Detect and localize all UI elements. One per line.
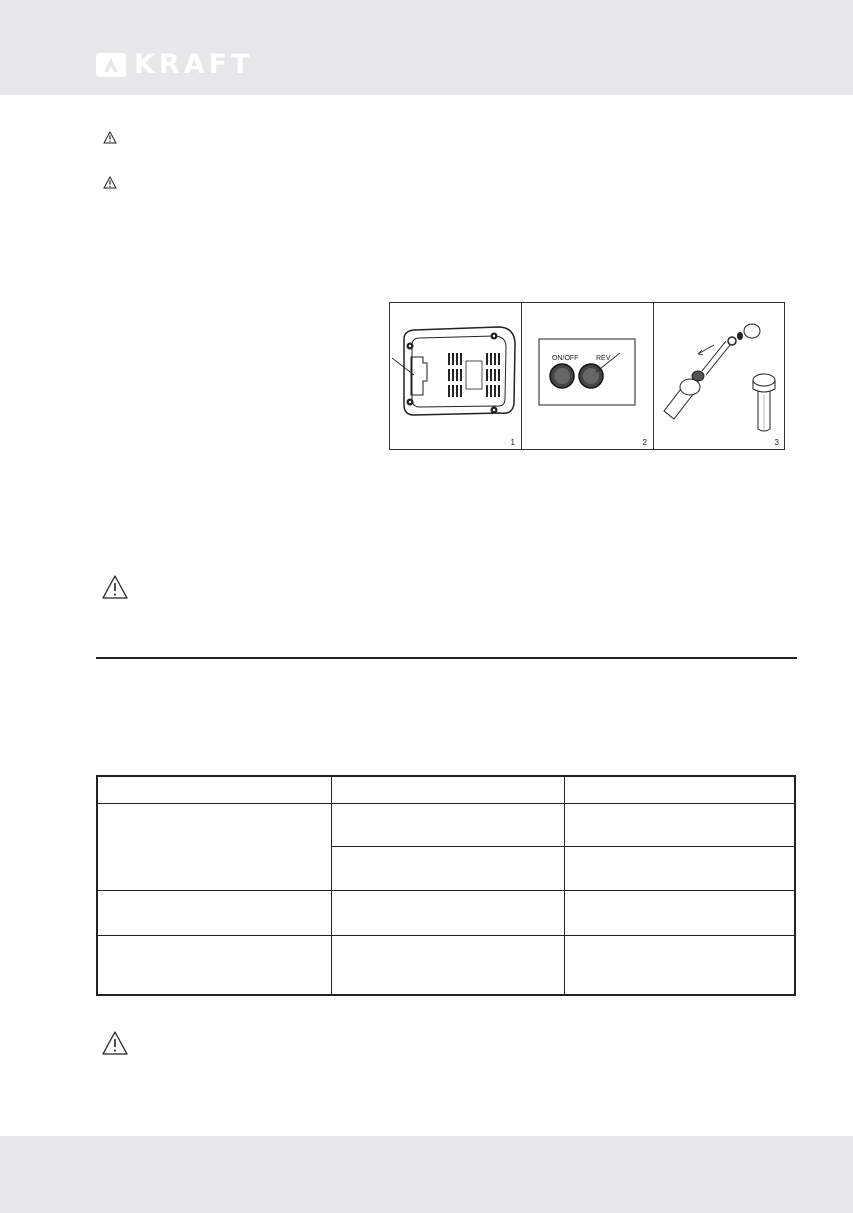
warning-triangle-icon <box>103 176 117 194</box>
table-cell <box>332 891 565 936</box>
brand-name: KRAFT <box>134 49 254 80</box>
table-cell <box>565 804 796 847</box>
page-footer <box>0 1136 853 1213</box>
rev-button-label: REV <box>596 355 611 362</box>
section-divider <box>96 657 797 659</box>
table-header-cell <box>332 776 565 804</box>
table-cell <box>97 804 332 891</box>
table-cell <box>565 936 796 995</box>
table-header-cell <box>97 776 332 804</box>
panel-number: 2 <box>642 438 647 447</box>
figure-panel-3 <box>654 303 785 449</box>
warning-triangle-icon <box>101 574 129 605</box>
table-row <box>97 804 795 847</box>
instruction-figure <box>389 302 785 450</box>
page-header <box>0 0 853 95</box>
figure-panel-2 <box>522 303 653 449</box>
table-header-row <box>97 776 795 804</box>
table-cell <box>332 804 565 847</box>
table-header-cell <box>565 776 796 804</box>
kraft-logo-icon <box>96 53 126 77</box>
table-cell <box>97 891 332 936</box>
figure-panel-1 <box>390 303 521 449</box>
table-row <box>97 891 795 936</box>
panel-number: 3 <box>774 438 779 447</box>
warning-triangle-icon <box>103 131 117 149</box>
panel-number: 1 <box>510 438 515 447</box>
table-row <box>97 936 795 995</box>
table-cell <box>565 891 796 936</box>
on-off-button-label: ON/OFF <box>552 355 579 362</box>
brand-logo <box>96 49 254 80</box>
warning-triangle-icon <box>101 1030 129 1061</box>
table-cell <box>565 847 796 891</box>
table-cell <box>332 936 565 995</box>
table-cell <box>332 847 565 891</box>
table-cell <box>97 936 332 995</box>
troubleshooting-table <box>96 775 796 996</box>
